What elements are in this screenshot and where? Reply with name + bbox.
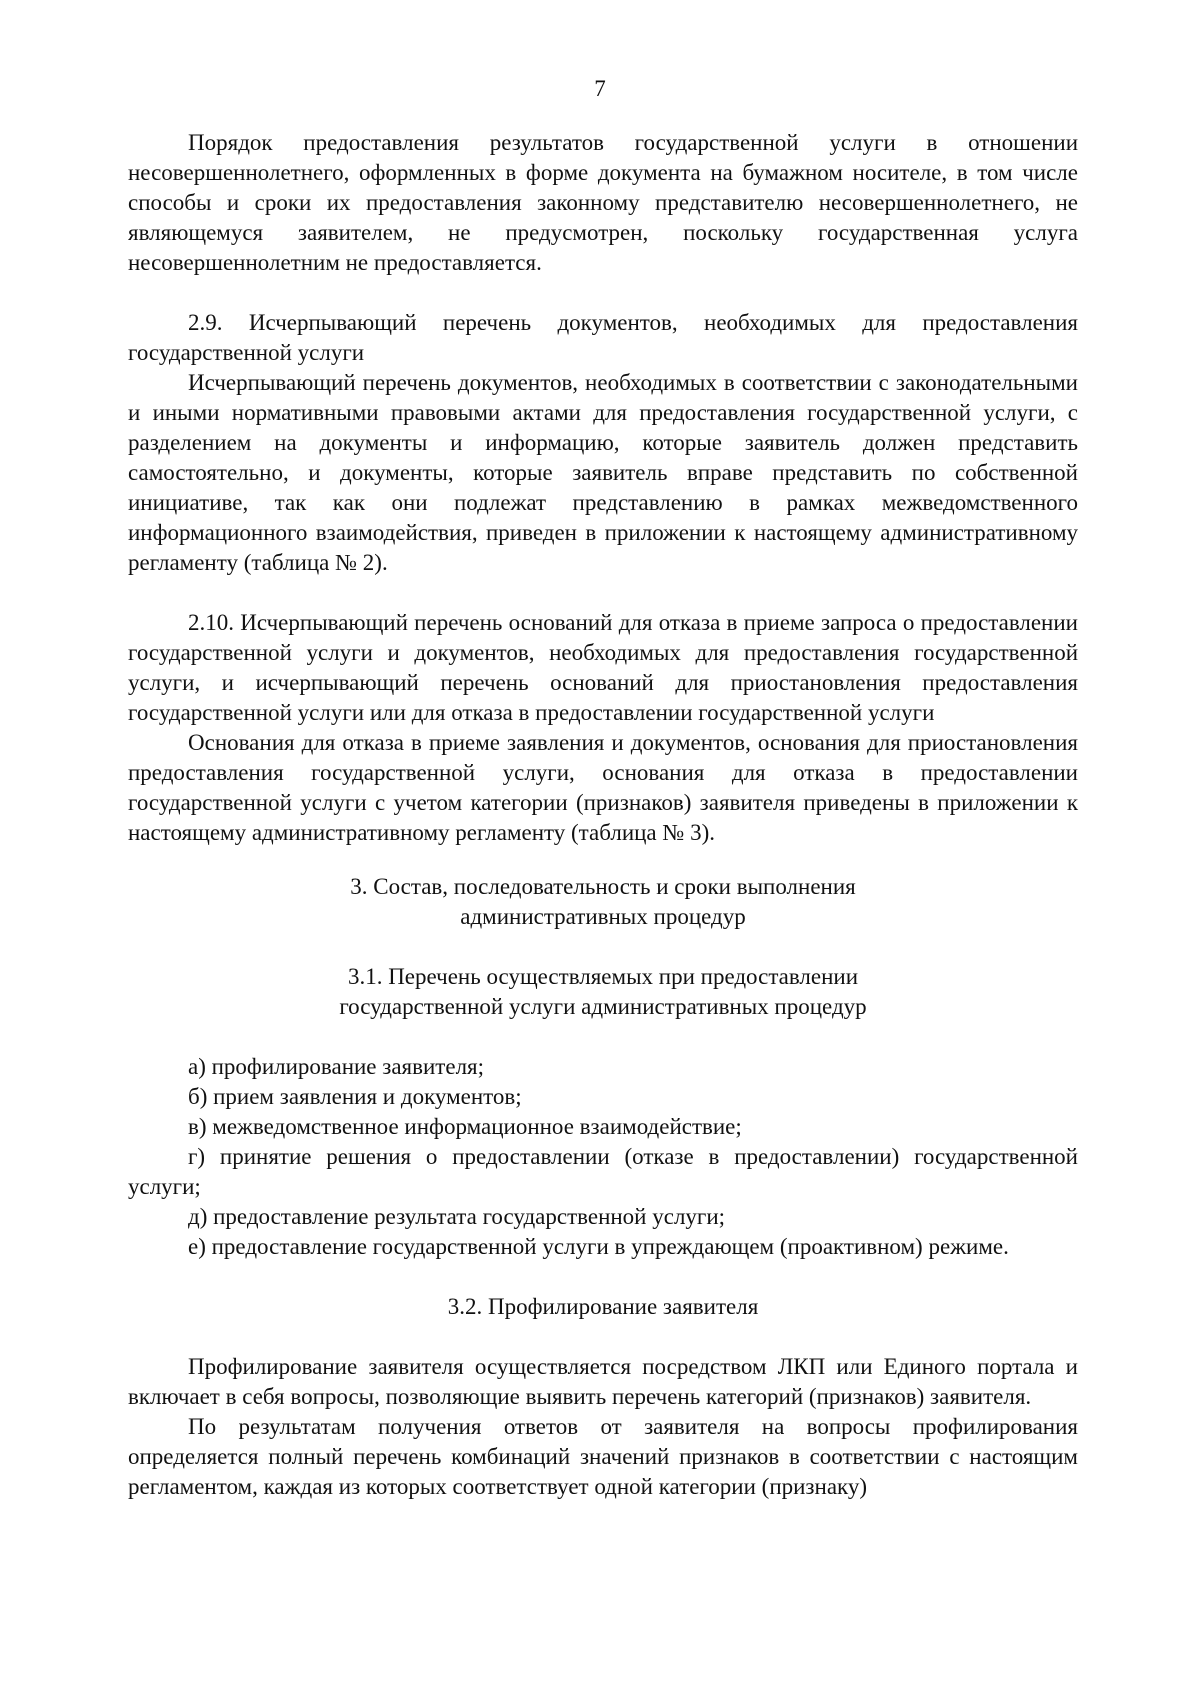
section-3-2-heading: 3.2. Профилирование заявителя [447,1294,759,1319]
document-body [128,128,1078,1502]
section-3-2-para1: Профилирование заявителя осуществляется посредством ЛКП или Единого портала и включает в себя вопросы, позволяющие выявить перечень категорий (признаков) заявителя. [128,1354,1078,1409]
section-2-10-body: Основания для отказа в приеме заявления и документов, основания для приостановления предоставления государственной услуги, основания для отказа в предоставлении государственной услуги с учетом категории (признаков) заявителя приведены в приложении к настоящему административному регламенту (таблица № 3). [128,730,1078,845]
page-number: 7 [594,76,606,101]
list-item: д) предоставление результата государственной услуги; [188,1204,726,1229]
list-item: г) принятие решения о предоставлении (отказе в предоставлении) государственной услуги; [128,1144,1078,1199]
section-2-9-heading: 2.9. Исчерпывающий перечень документов, необходимых для предоставления государственной услуги [128,310,1078,365]
section-3-1-heading-line1: 3.1. Перечень осуществляемых при предоставлении [347,964,859,989]
paragraph-intro: Порядок предоставления результатов государственной услуги в отношении несовершеннолетнего, оформленных в форме документа на бумажном носителе, в том числе способы и сроки их предоставления законному представителю несовершеннолетнего, не являющемуся заявителем, не предусмотрен, поскольку государственная услуга несовершеннолетним не предоставляется. [128,130,1078,275]
section-3-heading-line1: 3. Состав, последовательность и сроки выполнения [350,874,856,899]
section-2-9-body: Исчерпывающий перечень документов, необходимых в соответствии с законодательными и иными нормативными правовыми актами для предоставления государственной услуги, с разделением на документы и информацию, которые заявитель должен представить самостоятельно, и документы, которые заявитель вправе представить по собственной инициативе, так как они подлежат представлению в рамках межведомственного информационного взаимодействия, приведен в приложении к настоящему административному регламенту (таблица № 2). [128,370,1078,575]
list-item: в) межведомственное информационное взаимодействие; [188,1114,742,1139]
list-item: е) предоставление государственной услуги в упреждающем (проактивном) режиме. [188,1234,1009,1259]
section-3-2-para2: По результатам получения ответов от заявителя на вопросы профилирования определяется полный перечень комбинаций значений признаков в соответствии с настоящим регламентом, каждая из которых соответствует одной категории (признаку) [128,1414,1078,1499]
section-3-1-heading [128,962,1078,1022]
list-item: а) профилирование заявителя; [188,1054,485,1079]
section-3-heading [128,872,1078,932]
list-item: б) прием заявления и документов; [188,1084,522,1109]
section-3-1-heading-line2: государственной услуги административных процедур [339,994,867,1019]
section-2-10-heading: 2.10. Исчерпывающий перечень оснований для отказа в приеме запроса о предоставлении государственной услуги и документов, необходимых для предоставления государственной услуги, и исчерпывающий перечень оснований для приостановления предоставления государственной услуги или для отказа в предоставлении государственной услуги [128,610,1078,725]
section-3-heading-line2: административных процедур [460,904,746,929]
procedure-list [128,1052,1078,1262]
